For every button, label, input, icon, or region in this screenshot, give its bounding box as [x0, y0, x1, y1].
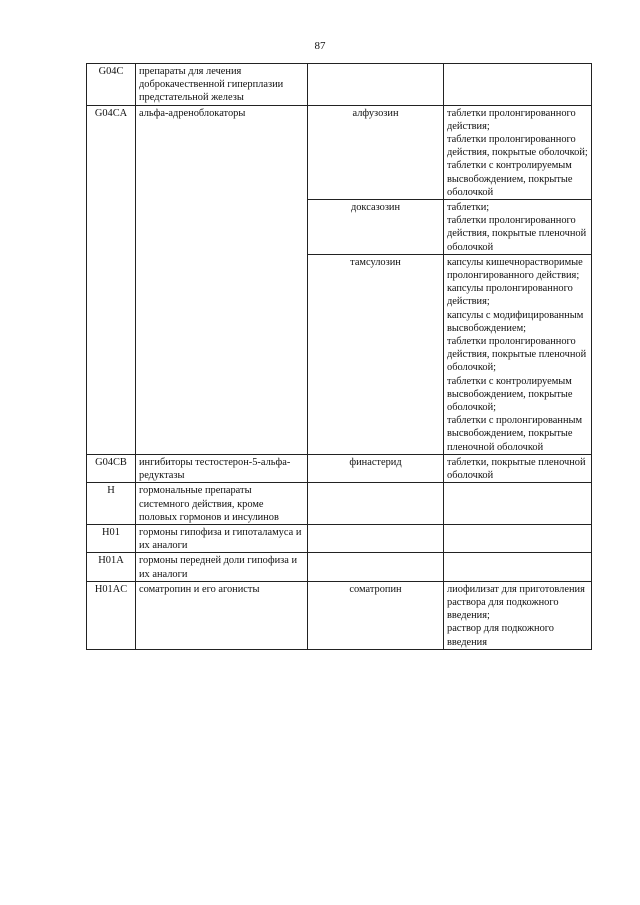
substance-cell: тамсулозин — [308, 254, 444, 454]
dosage-form-item: лиофилизат для приготовления раствора для подкожного введения; — [447, 583, 585, 622]
table-row — [87, 581, 592, 649]
dosage-form-item: таблетки с контролируемым высвобождением, покрытые оболочкой — [447, 160, 573, 198]
dosage-form-item: таблетки; — [447, 202, 490, 214]
drug-list-table — [86, 63, 592, 650]
substance-cell: финастерид — [308, 454, 444, 482]
dosage-form-item: капсулы с модифицированным высвобождением; — [447, 309, 584, 334]
dosage-form-cell — [444, 254, 592, 454]
atc-group-name-cell: альфа-адреноблокаторы — [136, 105, 308, 454]
substance-cell — [308, 524, 444, 552]
page-number: 87 — [314, 40, 326, 52]
dosage-form-item: капсулы кишечнорастворимые пролонгированного действия; — [447, 256, 583, 282]
substance-cell: доксазозин — [308, 200, 444, 255]
table-row — [87, 64, 592, 106]
dosage-form-cell — [444, 524, 592, 552]
table-row — [87, 524, 592, 552]
atc-group-name-cell: гормональные препараты системного действия, кроме половых гормонов и инсулинов — [136, 483, 308, 525]
table-body — [87, 64, 592, 650]
dosage-form-cell — [444, 105, 592, 199]
dosage-form-cell — [444, 553, 592, 581]
atc-group-name-cell: соматропин и его агонисты — [136, 581, 308, 649]
substance-cell: алфузозин — [308, 105, 444, 199]
substance-cell — [308, 483, 444, 525]
dosage-form-cell — [444, 581, 592, 649]
dosage-form-cell — [444, 200, 592, 255]
atc-group-name-cell: гормоны гипофиза и гипоталамуса и их аналоги — [136, 524, 308, 552]
substance-cell — [308, 553, 444, 581]
atc-code-cell: H01AC — [87, 581, 136, 649]
dosage-form-item: таблетки пролонгированного действия, покрытые пленочной оболочкой — [447, 215, 587, 253]
substance-cell — [308, 64, 444, 106]
table-row — [87, 553, 592, 581]
atc-code-cell: H — [87, 483, 136, 525]
dosage-form-item: таблетки пролонгированного действия, покрытые пленочной оболочкой; — [447, 336, 587, 374]
table-row — [87, 454, 592, 482]
atc-group-name-cell: препараты для лечения доброкачественной гиперплазии предстательной железы — [136, 64, 308, 106]
dosage-form-item: таблетки с контролируемым высвобождением, покрытые оболочкой; — [447, 375, 573, 414]
substance-cell: соматропин — [308, 581, 444, 649]
table-row — [87, 483, 592, 525]
dosage-form-cell — [444, 483, 592, 525]
dosage-form-item: таблетки пролонгированного действия, покрытые оболочкой; — [447, 134, 588, 159]
dosage-form-item: раствор для подкожного введения — [447, 623, 554, 648]
atc-group-name-cell: гормоны передней доли гипофиза и их аналоги — [136, 553, 308, 581]
atc-group-name-cell: ингибиторы тестостерон-5-альфа-редуктазы — [136, 454, 308, 482]
table-row — [87, 105, 592, 199]
atc-code-cell: H01A — [87, 553, 136, 581]
dosage-form-cell — [444, 454, 592, 482]
dosage-form-item: капсулы пролонгированного действия; — [447, 283, 573, 308]
atc-code-cell: G04CA — [87, 105, 136, 454]
dosage-form-item: таблетки с пролонгированным высвобождением, покрытые пленочной оболочкой — [447, 415, 583, 453]
dosage-form-cell — [444, 64, 592, 106]
atc-code-cell: H01 — [87, 524, 136, 552]
atc-code-cell: G04C — [87, 64, 136, 106]
atc-code-cell: G04CB — [87, 454, 136, 482]
dosage-form-item: таблетки, покрытые пленочной оболочкой — [447, 456, 586, 482]
dosage-form-item: таблетки пролонгированного действия; — [447, 107, 576, 132]
